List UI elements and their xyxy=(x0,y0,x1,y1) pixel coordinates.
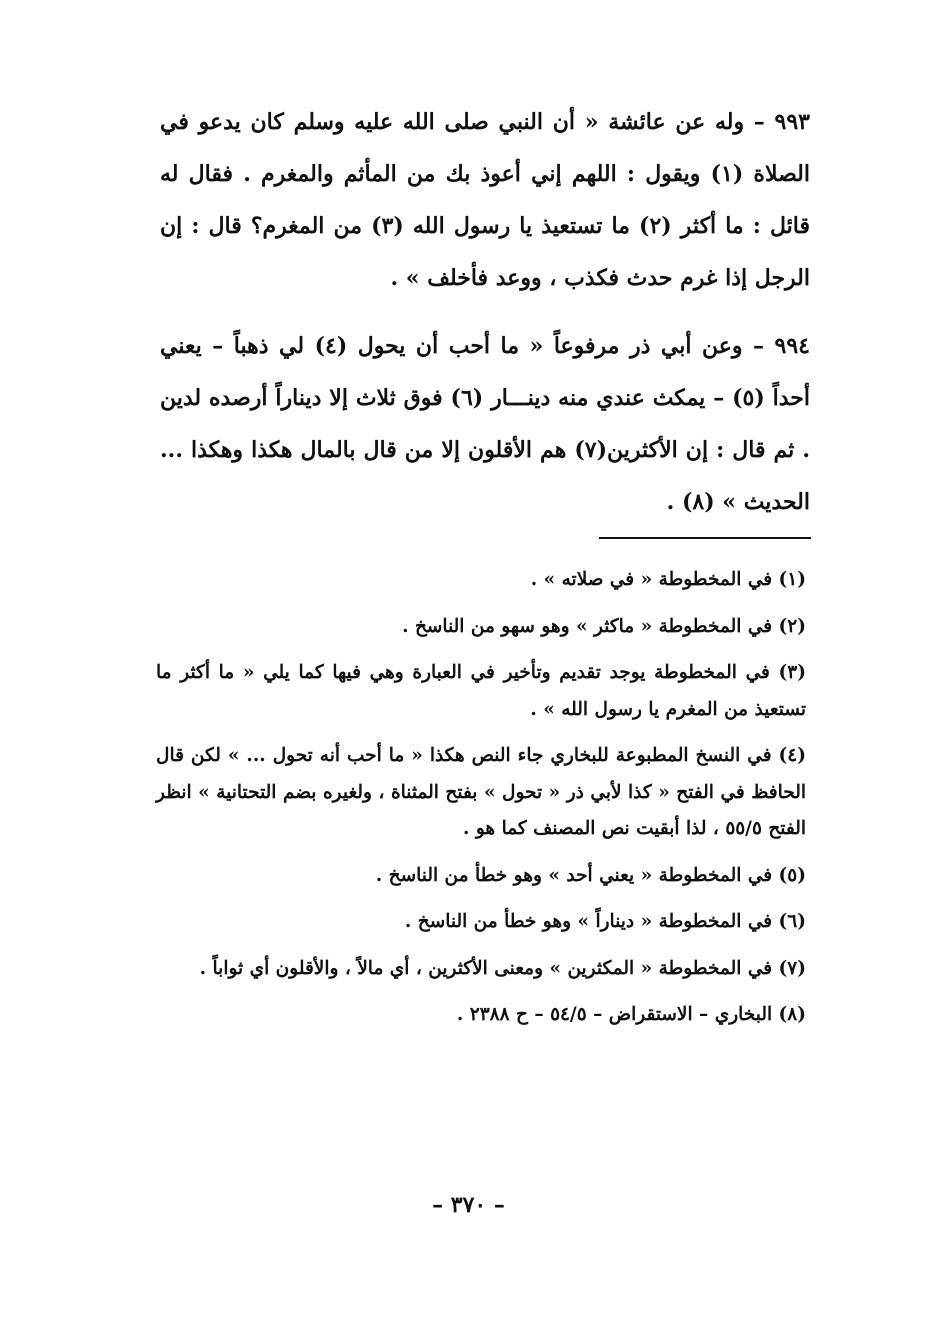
footnote-7: (٧) في المخطوطة « المكثرين » ومعنى الأكثرين ، أي مالاً ، والأقلون أي ثواباً . xyxy=(199,957,806,979)
page-number: – ٣٧٠ – xyxy=(432,1192,505,1218)
footnote-1: (١) في المخطوطة « في صلاته » . xyxy=(530,569,806,590)
main-text xyxy=(160,96,810,528)
footnotes xyxy=(156,562,806,1044)
footnote-2: (٢) في المخطوطة « ماكثر » وهو سهو من الناسخ . xyxy=(402,615,806,637)
footnote-4: (٤) في النسخ المطبوعة للبخاري جاء النص هكذا « ما أحب أنه تحول ... » لكن قال الحافظ في الفتح « كذا لأبي ذر « تحول » بفتح المثناة ، ولغيره بضم التحتانية » انظر الفتح ٥٥/٥ ، لذا أبقيت نص المصنف كما هو . xyxy=(156,745,806,839)
footnote-5: (٥) في المخطوطة « يعني أحد » وهو خطأ من الناسخ . xyxy=(375,864,806,886)
footnote-3: (٣) في المخطوطة يوجد تقديم وتأخير في العبارة وهي فيها كما يلي « ما أكثر ما تستعيذ من المغرم يا رسول الله » . xyxy=(156,662,806,720)
footnote-divider xyxy=(599,537,811,539)
hadith-994: ٩٩٤ – وعن أبي ذر مرفوعاً « ما أحب أن يحول (٤) لي ذهباً – يعني أحداً (٥) – يمكث عندي منه دينـــار (٦) فوق ثلاث إلا ديناراً أرصده لدين . ثم قال : إن الأكثرين(٧) هم الأقلون إلا من قال بالمال هكذا وهكذا ... الحديث » (٨) . xyxy=(160,333,810,515)
hadith-993: ٩٩٣ – وله عن عائشة « أن النبي صلى الله عليه وسلم كان يدعو في الصلاة (١) ويقول : اللهم إني أعوذ بك من المأثم والمغرم . فقال له قائل : ما أكثر (٢) ما تستعيذ يا رسول الله (٣) من المغرم؟ قال : إن الرجل إذا غرم حدث فكذب ، ووعد فأخلف » . xyxy=(160,109,811,291)
footnote-8: (٨) البخاري – الاستقراض – ٥٤/٥ – ح ٢٣٨٨ . xyxy=(456,1004,806,1025)
footnote-6: (٦) في المخطوطة « ديناراً » وهو خطأ من الناسخ . xyxy=(404,911,806,932)
